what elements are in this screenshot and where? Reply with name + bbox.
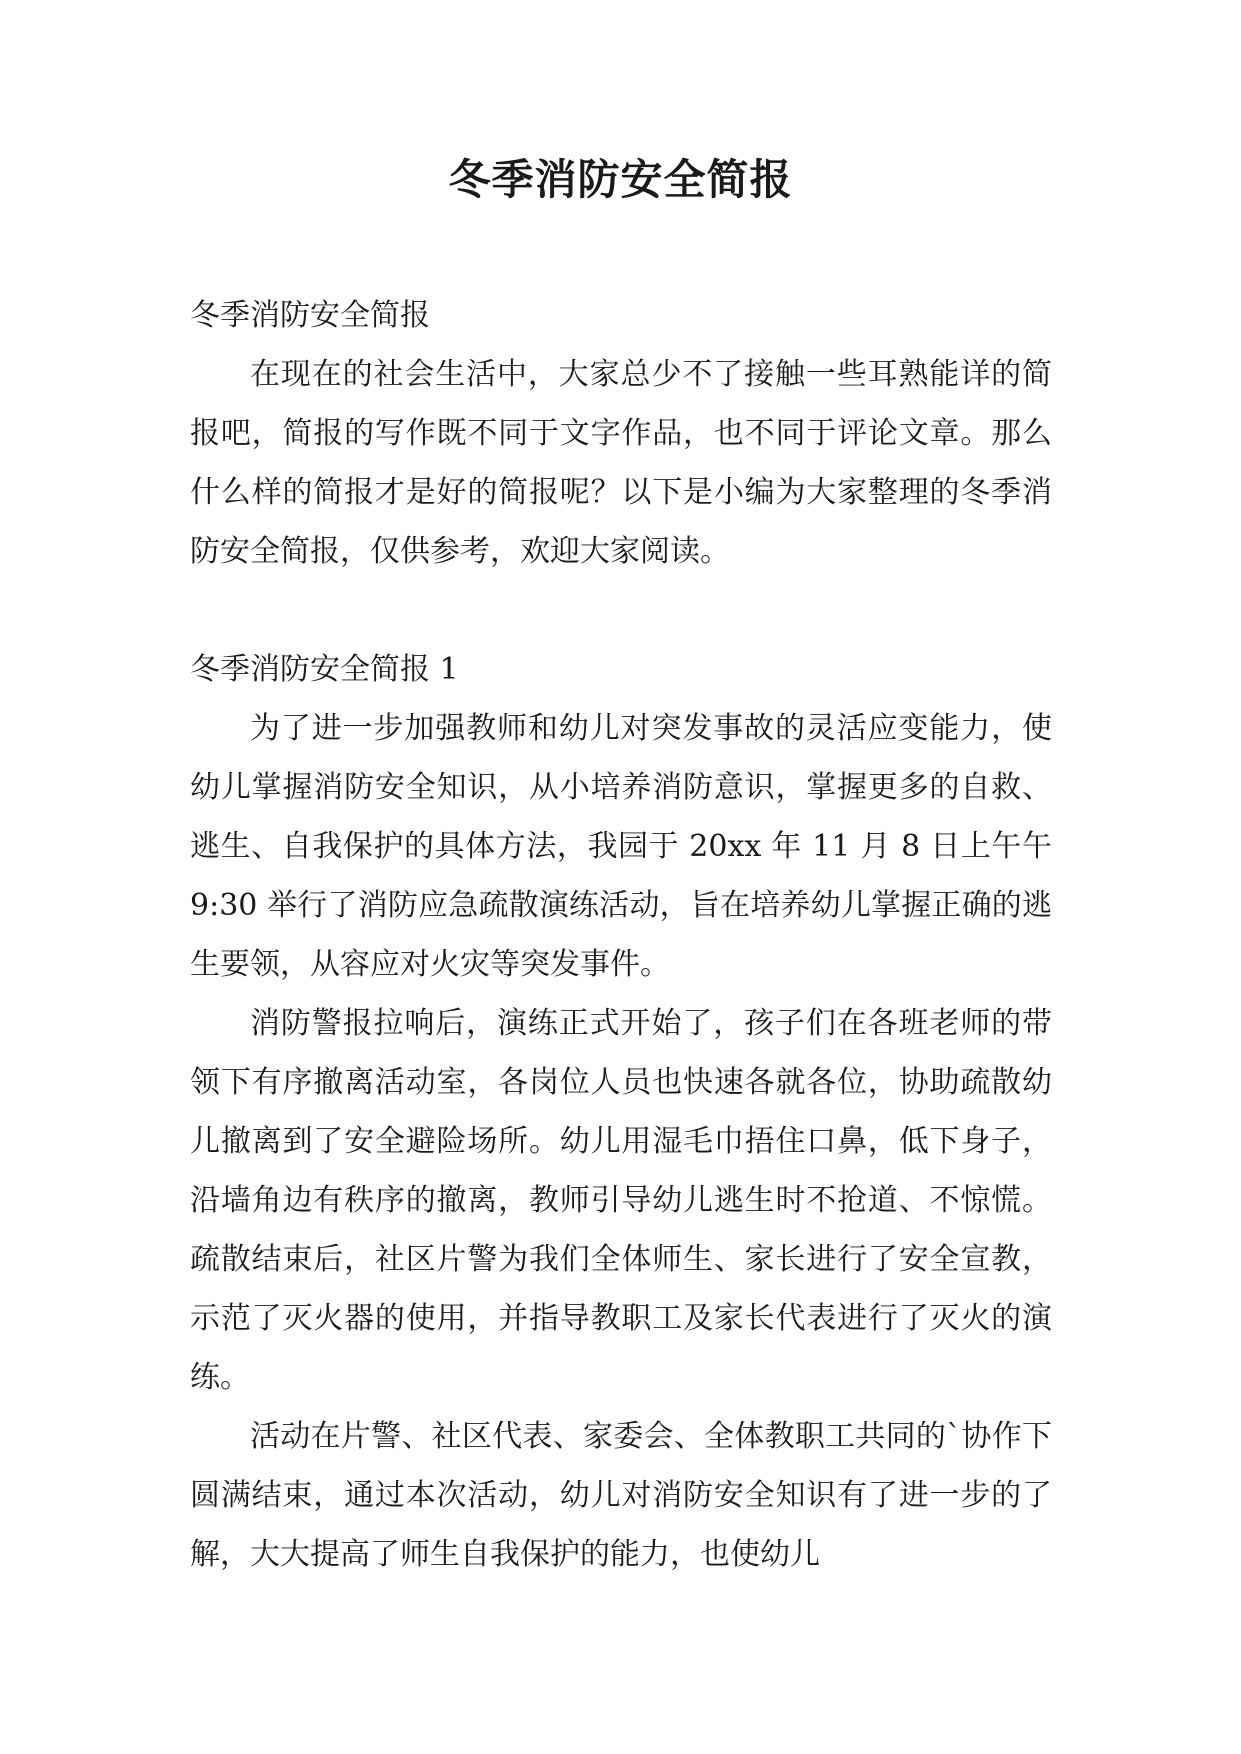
document-body bbox=[190, 286, 1052, 1584]
document-title: 冬季消防安全简报 bbox=[448, 155, 793, 204]
intro-paragraph: 在现在的社会生活中，大家总少不了接触一些耳熟能详的简报吧，简报的写作既不同于文字作品，也不同于评论文章。那么什么样的简报才是好的简报呢？以下是小编为大家整理的冬季消防安全简报，仅供参考，欢迎大家阅读。 bbox=[190, 357, 1052, 569]
section1-heading: 冬季消防安全简报 1 bbox=[190, 652, 459, 687]
intro-heading: 冬季消防安全简报 bbox=[190, 298, 430, 333]
section1-paragraph-2: 消防警报拉响后，演练正式开始了，孩子们在各班老师的带领下有序撤离活动室，各岗位人员也快速各就各位，协助疏散幼儿撤离到了安全避险场所。幼儿用湿毛巾捂住口鼻，低下身子，沿墙角边有秩序的撤离，教师引导幼儿逃生时不抢道、不惊慌。疏散结束后，社区片警为我们全体师生、家长进行了安全宣教，示范了灭火器的使用，并指导教职工及家长代表进行了灭火的演练。 bbox=[190, 1006, 1052, 1395]
section1-paragraph-1: 为了进一步加强教师和幼儿对突发事故的灵活应变能力，使幼儿掌握消防安全知识，从小培养消防意识，掌握更多的自救、逃生、自我保护的具体方法，我园于 20xx 年 11 月 8 日上午午 9:30 举行了消防应急疏散演练活动，旨在培养幼儿掌握正确的逃生要领，从容应对火灾等突发事件。 bbox=[190, 711, 1052, 982]
section1-paragraph-3: 活动在片警、社区代表、家委会、全体教职工共同的`协作下圆满结束，通过本次活动，幼儿对消防安全知识有了进一步的了解，大大提高了师生自我保护的能力，也使幼儿 bbox=[190, 1419, 1052, 1572]
